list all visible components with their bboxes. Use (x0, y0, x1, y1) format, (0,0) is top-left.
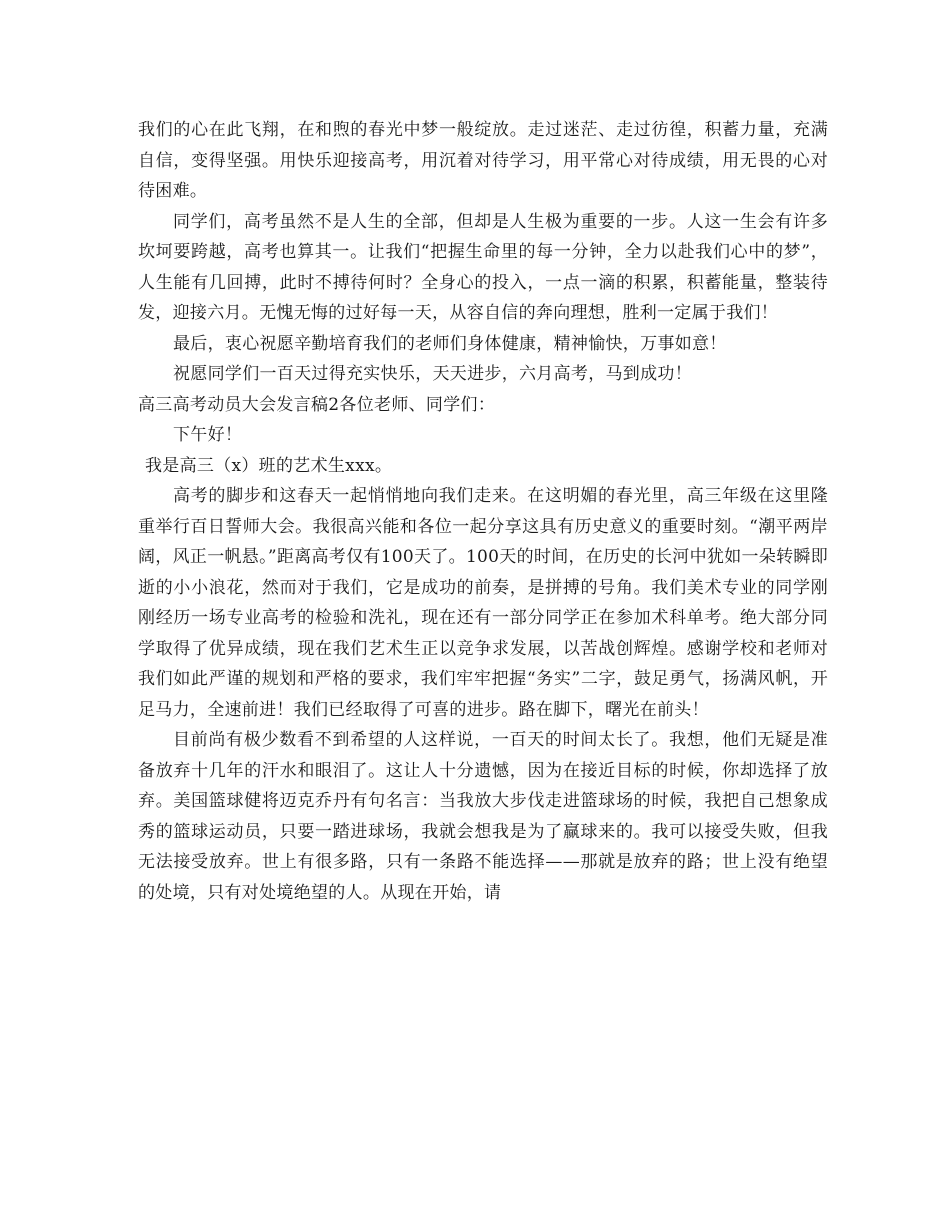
paragraph-giving-up: 目前尚有极少数看不到希望的人这样说，一百天的时间太长了。我想，他们无疑是准备放弃十几年的汗水和眼泪了。这让人十分遗憾，因为在接近目标的时候，你却选择了放弃。美国篮球健将迈克乔丹有句名言：当我放大步伐走进篮球场的时候，我把自己想象成秀的篮球运动员，只要一踏进球场，我就会想我是为了赢球来的。我可以接受失败，但我无法接受放弃。世上有很多路，只有一条路不能选择——那就是放弃的路；世上没有绝望的处境，只有对处境绝望的人。从现在开始，请 (138, 730, 828, 903)
document-body (138, 115, 828, 908)
paragraph-wish-teachers: 最后，衷心祝愿辛勤培育我们的老师们身体健康，精神愉快，万事如意！ (173, 333, 727, 354)
paragraph-self-intro: 我是高三（x）班的艺术生xxx。 (145, 455, 393, 476)
paragraph-intro: 我们的心在此飞翔，在和煦的春光中梦一般绽放。走过迷茫、走过彷徨，积蓄力量，充满自信，变得坚强。用快乐迎接高考，用沉着对待学习，用平常心对待成绩，用无畏的心对待困难。 (138, 120, 828, 201)
section-heading: 高三高考动员大会发言稿2各位老师、同学们： (138, 394, 496, 415)
paragraph-spring: 高考的脚步和这春天一起悄悄地向我们走来。在这明媚的春光里，高三年级在这里隆重举行百日誓师大会。我很高兴能和各位一起分享这具有历史意义的重要时刻。“潮平两岸阔，风正一帆悬。”距离高考仅有100天了。100天的时间，在历史的长河中犹如一朵转瞬即逝的小小浪花，然而对于我们，它是成功的前奏，是拼搏的号角。我们美术专业的同学刚刚经历一场专业高考的检验和洗礼，现在还有一部分同学正在参加术科单考。绝大部分同学取得了优异成绩，现在我们艺术生正以竞争求发展，以苦战创辉煌。感谢学校和老师对我们如此严谨的规划和严格的要求，我们牢牢把握“务实”二字，鼓足勇气，扬满风帆，开足马力，全速前进！我们已经取得了可喜的进步。路在脚下，曙光在前头！ (138, 486, 828, 720)
paragraph-greeting: 下午好！ (173, 425, 243, 445)
paragraph-wish-students: 祝愿同学们一百天过得充实快乐，天天进步，六月高考，马到成功！ (173, 364, 692, 384)
paragraph-classmates: 同学们，高考虽然不是人生的全部，但却是人生极为重要的一步。人这一生会有许多坎坷要跨越，高考也算其一。让我们“把握生命里的每一分钟，全力以赴我们心中的梦”，人生能有几回搏，此时不搏待何时？全身心的投入，一点一滴的积累，积蓄能量，整装待发，迎接六月。无愧无悔的过好每一天，从容自信的奔向理想，胜利一定属于我们！ (138, 211, 828, 323)
